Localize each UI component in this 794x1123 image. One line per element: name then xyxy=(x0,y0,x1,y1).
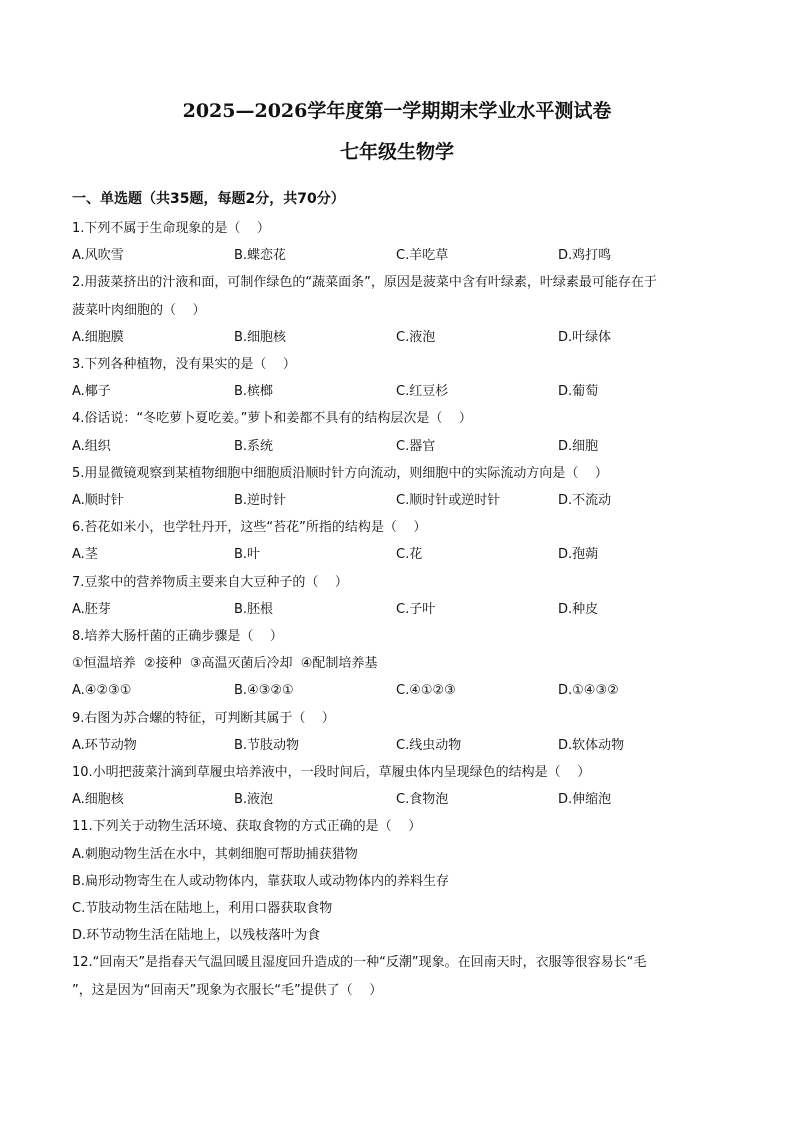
option-b: B.逆时针 xyxy=(234,493,287,509)
question-stem: 11.下列关于动物生活环境、获取食物的方式正确的是（ ） xyxy=(72,819,422,835)
option-c: C.线虫动物 xyxy=(396,737,462,753)
option-a: A.椰子 xyxy=(72,384,111,400)
option-b: B.细胞核 xyxy=(234,329,287,345)
option-d: D.环节动物生活在陆地上，以残枝落叶为食 xyxy=(72,928,321,944)
option-b: B.槟榔 xyxy=(234,384,274,400)
option-b: B.蝶恋花 xyxy=(234,248,287,264)
option-a: A.④②③① xyxy=(72,683,132,699)
option-b: B.④③②① xyxy=(234,683,294,699)
option-c: C.红豆杉 xyxy=(396,384,449,400)
option-d: D.①④③② xyxy=(558,683,619,699)
question-5 xyxy=(72,460,722,514)
option-b: B.系统 xyxy=(234,438,274,454)
option-c: C.子叶 xyxy=(396,601,436,617)
options-row xyxy=(72,677,722,704)
option-a: A.细胞膜 xyxy=(72,329,124,345)
option-d: D.叶绿体 xyxy=(558,329,612,345)
question-stem: 6.苔花如米小，也学牡丹开，这些“苔花”所指的结构是（ ） xyxy=(72,520,427,536)
question-2 xyxy=(72,269,722,351)
option-d: D.软体动物 xyxy=(558,737,625,753)
question-stem: 5.用显微镜观察到某植物细胞中细胞质沿顺时针方向流动，则细胞中的实际流动方向是（ ） xyxy=(72,465,608,481)
option-b: B.液泡 xyxy=(234,792,274,808)
question-stem: 12.“回南天”是指春天气温回暖且湿度回升造成的一种“反潮”现象。在回南天时，衣服等很容易长“毛 xyxy=(72,955,647,971)
question-stem: 7.豆浆中的营养物质主要来自大豆种子的（ ） xyxy=(72,574,348,590)
question-stem: 3.下列各种植物，没有果实的是（ ） xyxy=(72,357,296,373)
question-10 xyxy=(72,759,722,813)
question-1 xyxy=(72,215,722,269)
option-d: D.细胞 xyxy=(558,438,599,454)
option-c: C.食物泡 xyxy=(396,792,449,808)
question-11 xyxy=(72,813,722,949)
option-a: A.胚芽 xyxy=(72,601,111,617)
option-c: C.节肢动物生活在陆地上，利用口器获取食物 xyxy=(72,901,333,917)
options-row xyxy=(72,732,722,759)
option-c: C.液泡 xyxy=(396,329,436,345)
option-a: A.风吹雪 xyxy=(72,248,124,264)
option-d: D.葡萄 xyxy=(558,384,599,400)
options-row xyxy=(72,378,722,405)
question-stem: 8.培养大肠杆菌的正确步骤是（ ） xyxy=(72,629,283,645)
option-d: D.种皮 xyxy=(558,601,599,617)
option-a: A.组织 xyxy=(72,438,111,454)
exam-title: 2025—2026学年度第一学期期末学业水平测试卷 xyxy=(182,100,612,122)
options-row xyxy=(72,433,722,460)
option-b: B.胚根 xyxy=(234,601,274,617)
option-a: A.顺时针 xyxy=(72,493,124,509)
question-stem: 10.小明把菠菜汁滴到草履虫培养液中，一段时间后，草履虫体内呈现绿色的结构是（ ） xyxy=(72,765,591,781)
option-a: A.环节动物 xyxy=(72,737,137,753)
question-stem: 2.用菠菜挤出的汁液和面，可制作绿色的“蔬菜面条”，原因是菠菜中含有叶绿素，叶绿素最可能存在于 xyxy=(72,275,657,291)
options-row xyxy=(72,324,722,351)
option-d: D.孢蒴 xyxy=(558,547,599,563)
question-3 xyxy=(72,351,722,405)
option-d: D.鸡打鸣 xyxy=(558,248,612,264)
option-b: B.节肢动物 xyxy=(234,737,300,753)
question-stem-cont: ”，这是因为“回南天”现象为衣服长“毛”提供了（ ） xyxy=(72,982,383,998)
option-a: A.刺胞动物生活在水中，其刺细胞可帮助捕获猎物 xyxy=(72,846,358,862)
option-c: C.④①②③ xyxy=(396,683,456,699)
options-row xyxy=(72,541,722,568)
option-a: A.茎 xyxy=(72,547,98,563)
question-4 xyxy=(72,405,722,459)
question-9 xyxy=(72,705,722,759)
question-steps: ①恒温培养 ②接种 ③高温灭菌后冷却 ④配制培养基 xyxy=(72,656,378,672)
option-c: C.顺时针或逆时针 xyxy=(396,493,501,509)
question-stem-cont: 菠菜叶肉细胞的（ ） xyxy=(72,302,206,318)
option-a: A.细胞核 xyxy=(72,792,124,808)
option-c: C.器官 xyxy=(396,438,436,454)
options-row xyxy=(72,786,722,813)
question-6 xyxy=(72,514,722,568)
question-12 xyxy=(72,949,722,1003)
question-stem: 9.右图为苏合螺的特征，可判断其属于（ ） xyxy=(72,710,335,726)
option-c: C.羊吃草 xyxy=(396,248,449,264)
option-b: B.叶 xyxy=(234,547,261,563)
option-d: D.不流动 xyxy=(558,493,612,509)
question-8 xyxy=(72,623,722,705)
options-row xyxy=(72,487,722,514)
option-b: B.扁形动物寄生在人或动物体内，靠获取人或动物体内的养料生存 xyxy=(72,873,450,889)
option-d: D.伸缩泡 xyxy=(558,792,612,808)
question-7 xyxy=(72,569,722,623)
question-stem: 4.俗话说：“冬吃萝卜夏吃姜。”萝卜和姜都不具有的结构层次是（ ） xyxy=(72,411,472,427)
options-row xyxy=(72,596,722,623)
question-stem: 1.下列不属于生命现象的是（ ） xyxy=(72,221,270,236)
section-title: 一、单选题（共35题，每题2分，共70分） xyxy=(72,191,345,207)
option-c: C.花 xyxy=(396,547,423,563)
options-row xyxy=(72,242,722,269)
exam-subtitle: 七年级生物学 xyxy=(339,141,454,163)
